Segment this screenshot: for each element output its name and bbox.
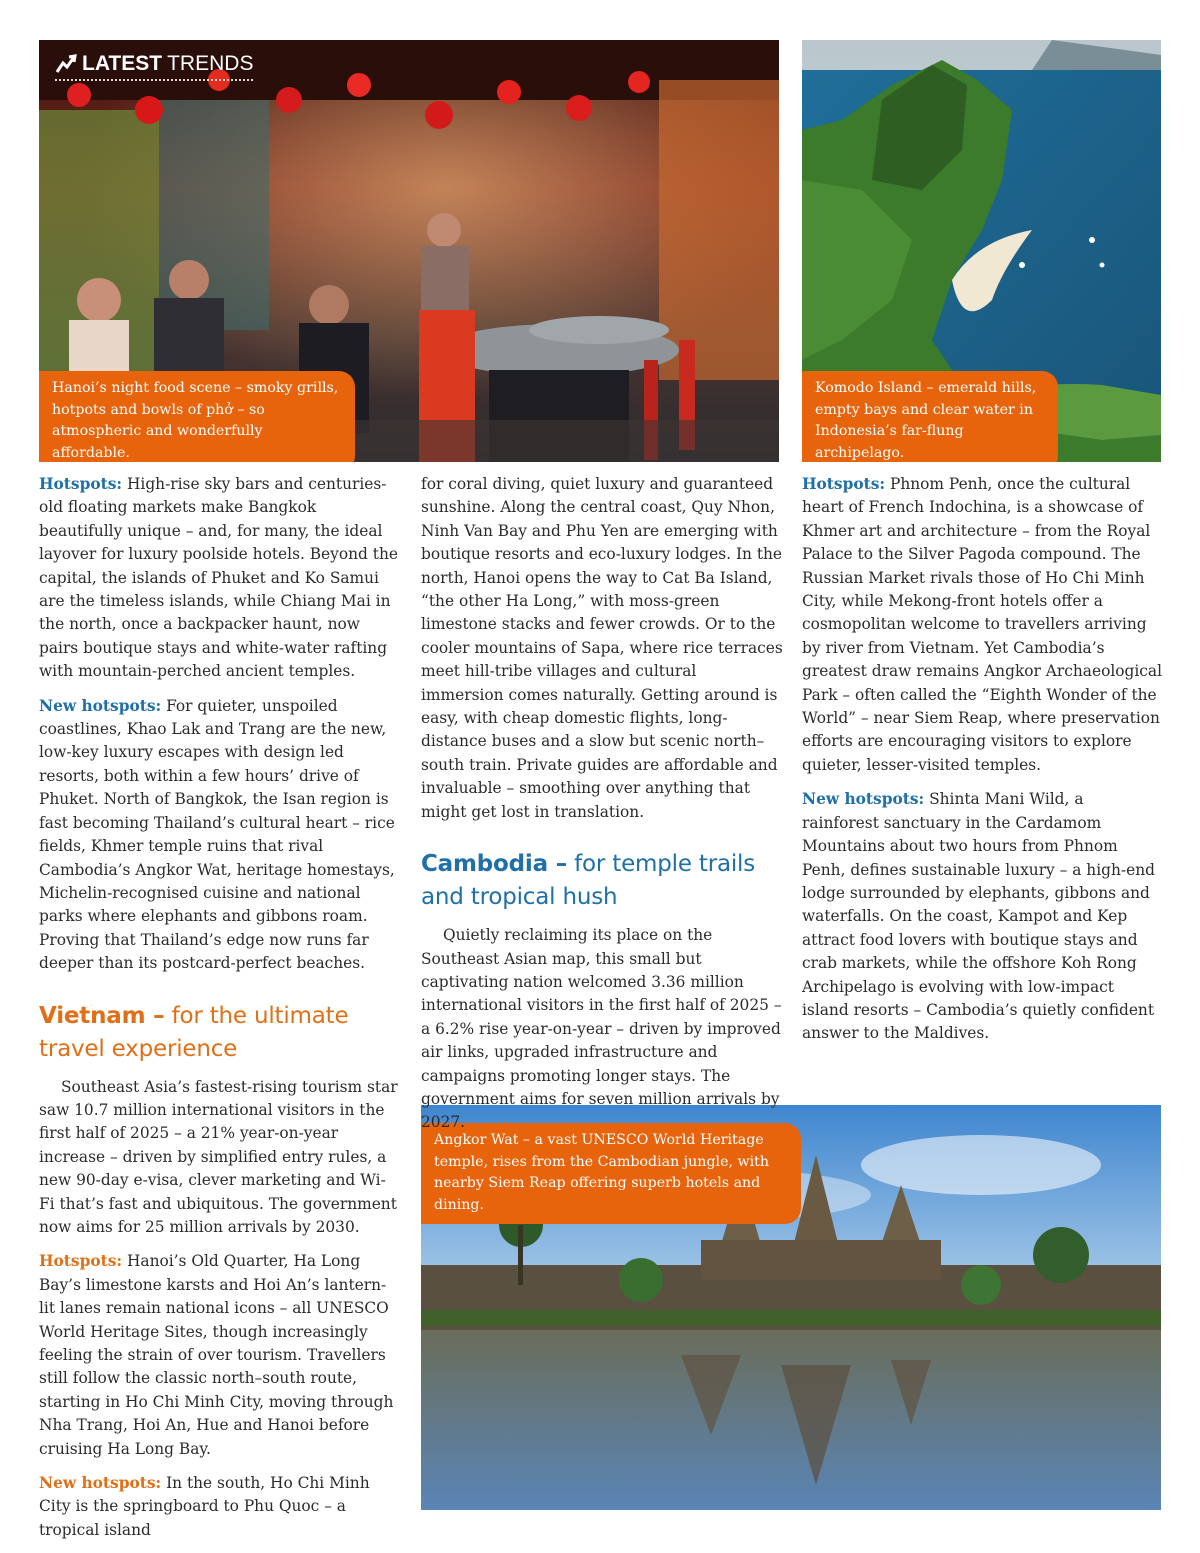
komodo-island-photo xyxy=(802,40,1161,462)
cambodia-heading-strong: Cambodia – xyxy=(421,851,568,878)
hanoi-caption: Hanoi’s night food scene – smoky grills, hotpots and bowls of phở – so atmospheric and wonderfully affordable. xyxy=(39,371,355,462)
cambodia-new-hotspots xyxy=(802,788,1164,1045)
cambodia-intro: Quietly reclaiming its place on the Southeast Asian map, this small but captivating nation welcomed 3.36 million international visitors in the first half of 2025 – a 6.2% rise year-on-year – driven by improved air links, upgraded infrastructure and campaigns promoting longer stays. The government aims for seven million arrivals by 2027. xyxy=(421,926,782,1132)
vietnam-hotspots-label: Hotspots: xyxy=(39,1252,123,1271)
hanoi-night-market-photo xyxy=(39,40,779,462)
vietnam-intro: Southeast Asia’s fastest-rising tourism star saw 10.7 million international visitors in the first half of 2025 – a 21% year-on-year increase – driven by simplified entry rules, a new 90-day e-visa, clever marketing and Wi-Fi that’s fast and ubiquitous. The government now aims for 25 million arrivals by 2030. xyxy=(39,1077,398,1236)
vietnam-continued: for coral diving, quiet luxury and guaranteed sunshine. Along the central coast, Quy Nhon, Ninh Van Bay and Phu Yen are emerging with boutique resorts and eco-luxury lodges. In the north, Hanoi opens the way to Cat Ba Island, “the other Ha Long,” with moss-green limestone stacks and fewer crowds. Or to the cooler mountains of Sapa, where rice terraces meet hill-tribe villages and cultural immersion comes naturally. Getting around is easy, with cheap domestic flights, long-distance buses and a slow but scenic north–south train. Private guides are affordable and invaluable – smoothing over anything that might get lost in translation. xyxy=(421,475,783,821)
brand-bold: LATEST xyxy=(82,52,163,75)
vietnam-new-hotspots-text: In the south, Ho Chi Minh City is the springboard to Phu Quoc – a tropical island xyxy=(39,1474,370,1539)
vietnam-hotspots xyxy=(39,1250,401,1461)
cambodia-hotspots xyxy=(802,473,1164,777)
cambodia-hotspots-label: Hotspots: xyxy=(802,475,886,493)
thailand-hotspots xyxy=(39,473,401,684)
angkor-caption: Angkor Wat – a vast UNESCO World Heritage temple, rises from the Cambodian jungle, with nearby Siem Reap offering superb hotels and dining. xyxy=(421,1123,801,1224)
thailand-new-hotspots-text: For quieter, unspoiled coastlines, Khao Lak and Trang are the new, low-key luxury escapes with design led resorts, both within a few hours’ drive of Phuket. North of Bangkok, the Isan region is fast becoming Thailand’s cultural heart – rice fields, Khmer temple ruins that rival Cambodia’s Angkor Wat, heritage homestays, Michelin-recognised cuisine and national parks where elephants and gibbons roam. Proving that Thailand’s edge now runs far deeper than its postcard-perfect beaches. xyxy=(39,696,395,973)
trend-arrow-icon xyxy=(55,54,77,74)
vietnam-heading-strong: Vietnam – xyxy=(39,1002,165,1029)
column-1 xyxy=(39,473,401,1553)
cambodia-new-hotspots-label: New hotspots: xyxy=(802,790,925,809)
cambodia-new-hotspots-text: Shinta Mani Wild, a rainforest sanctuary in the Cardamom Mountains about two hours from Phnom Penh, defines sustainable luxury – a high-end lodge surrounded by elephants, gibbons and waterfalls. On the coast, Kampot and Kep attract food lovers with boutique stays and crab markets, while the offshore Koh Rong Archipelago is evolving with low-impact island resorts – Cambodia’s quietly confident answer to the Maldives. xyxy=(802,790,1155,1043)
cambodia-hotspots-text: Phnom Penh, once the cultural heart of French Indochina, is a showcase of Khmer art and architecture – from the Royal Palace to the Silver Pagoda compound. The Russian Market rivals those of Ho Chi Minh City, while Mekong-front hotels offer a cosmopolitan welcome to travellers arriving by river from Vietnam. Yet Cambodia’s greatest draw remains Angkor Archaeological Park – often called the “Eighth Wonder of the World” – near Siem Reap, where preservation efforts are encouraging visitors to explore quieter, lesser-visited temples. xyxy=(802,475,1163,774)
latest-trends-logo xyxy=(55,52,253,81)
vietnam-hotspots-text: Hanoi’s Old Quarter, Ha Long Bay’s limestone karsts and Hoi An’s lantern-lit lanes remain national icons – all UNESCO World Heritage Sites, though increasingly feeling the strain of over tourism. Travellers still follow the classic north–south route, starting in Ho Chi Minh City, moving through Nha Trang, Hoi An, Hue and Hanoi before cruising Ha Long Bay. xyxy=(39,1252,394,1458)
thailand-new-hotspots-label: New hotspots: xyxy=(39,696,162,715)
vietnam-heading-rest: for the ultimate travel experience xyxy=(39,1002,349,1062)
cambodia-heading-rest: for temple trails and tropical hush xyxy=(421,851,756,911)
angkor-wat-photo xyxy=(421,1105,1161,1510)
vietnam-heading xyxy=(39,1000,401,1066)
column-3 xyxy=(802,473,1164,1057)
thailand-hotspots-label: Hotspots: xyxy=(39,475,123,493)
cambodia-heading xyxy=(421,848,783,914)
brand-light: TRENDS xyxy=(167,52,254,75)
column-2 xyxy=(421,473,783,1146)
vietnam-new-hotspots xyxy=(39,1472,401,1542)
thailand-new-hotspots xyxy=(39,695,401,976)
thailand-hotspots-text: High-rise sky bars and centuries-old floating markets make Bangkok beautifully unique – and, for many, the ideal layover for luxury poolside hotels. Beyond the capital, the islands of Phuket and Ko Samui are the timeless islands, while Chiang Mai in the north, once a backpacker haunt, now pairs boutique stays and white-water rafting with mountain-perched ancient temples. xyxy=(39,475,398,681)
vietnam-new-hotspots-label: New hotspots: xyxy=(39,1474,162,1493)
komodo-caption: Komodo Island – emerald hills, empty bays and clear water in Indonesia’s far-flung archipelago. xyxy=(802,371,1058,462)
